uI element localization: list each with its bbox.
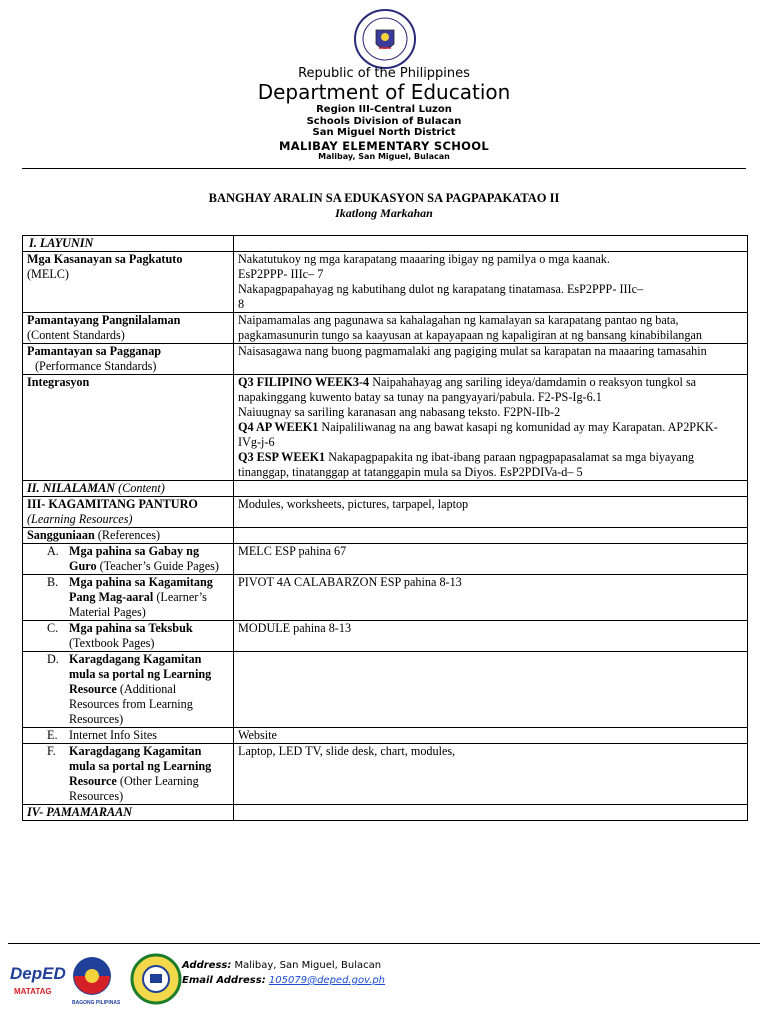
kasanayan-value-cell [234, 252, 748, 313]
kagamitan-head: III- KAGAMITANG PANTURO [27, 497, 198, 511]
kasanayan-line: Nakapagpapahayag ng kabutihang dulot ng karapatang tinatamasa. EsP2PPP- IIIc– [238, 282, 644, 296]
school-seal-icon [132, 955, 180, 1003]
content-standards-label-cell [23, 313, 234, 344]
nilalaman-head: II. NILALAMAN [27, 481, 116, 495]
integ-filipino-text2: Naiuugnay sa sariling karanasan ang nabasang teksto. F2PN-IIb-2 [238, 405, 561, 419]
sanggunian-head: Sangguniaan [27, 528, 95, 542]
reference-a-cell [23, 544, 234, 575]
address-value: Malibay, San Miguel, Bulacan [231, 960, 382, 971]
kagamitan-cell [23, 497, 234, 528]
performance-standards-value: Naisasagawa nang buong pagmamalaki ang pagiging mulat sa karapatan na maaaring tamasahin [234, 344, 748, 375]
reference-f-sub: (Other Learning Resources) [69, 774, 199, 803]
reference-d-value [234, 652, 748, 728]
performance-standards-label: Pamantayan sa Pagganap [27, 344, 162, 358]
integ-ap-head: Q4 AP WEEK1 [238, 420, 319, 434]
sanggunian-sub: (References) [94, 528, 161, 542]
empty-cell [234, 481, 748, 497]
kagamitan-value: Modules, worksheets, pictures, tarpapel, laptop [234, 497, 748, 528]
reference-f-cell [23, 744, 234, 805]
reference-d-sub: (Additional Resources from Learning Resources) [69, 682, 193, 726]
kagamitan-sub: (Learning Resources) [27, 512, 133, 526]
reference-a-value: MELC ESP pahina 67 [234, 544, 748, 575]
deped-tagline: MATATAG [14, 987, 52, 996]
school-name: MALIBAY ELEMENTARY SCHOOL [279, 139, 489, 153]
deped-logo-text: DepED [10, 964, 66, 983]
pamamaraan-head: IV- PAMAMARAAN [27, 805, 133, 819]
reference-a-sub: (Teacher’s Guide Pages) [96, 559, 219, 573]
kasanayan-sub: (MELC) [27, 267, 69, 281]
reference-e-head: Internet Info Sites [69, 728, 157, 742]
reference-d-letter: D. [47, 652, 59, 666]
republic-text: Republic of the Philippines [298, 66, 470, 81]
footer-logos [8, 952, 188, 1010]
reference-f-head: Karagdagang Kagamitan mula sa portal ng Learning Resource [69, 744, 212, 788]
reference-b-sub: (Learner’s Material Pages) [69, 590, 207, 619]
reference-a-letter: A. [47, 544, 59, 558]
table-row [23, 621, 748, 652]
reference-e-letter: E. [47, 728, 58, 742]
kasanayan-line: Nakatutukoy ng mga karapatang maaaring ibigay ng pamilya o mga kaanak. [238, 252, 610, 266]
reference-e-cell [23, 728, 234, 744]
department-title: Department of Education [257, 80, 511, 104]
table-row [23, 544, 748, 575]
document-title: BANGHAY ARALIN SA EDUKASYON SA PAGPAPAKATAO II [208, 191, 560, 205]
table-row [23, 313, 748, 344]
reference-a-head: Mga pahina sa Gabay ng Guro [69, 544, 200, 573]
reference-d-cell [23, 652, 234, 728]
sanggunian-cell [23, 528, 234, 544]
reference-f-letter: F. [47, 744, 56, 758]
deped-seal-icon [350, 8, 420, 70]
content-standards-value: Naipamamalas ang pagunawa sa kahalagahan ng kamalayan sa karapatang pantao ng bata, pagkamasunurin tungo sa kaayusan at kapayapaan ng kapaligiran at ng bansang kinabibilangan [234, 313, 748, 344]
district-text: San Miguel North District [312, 127, 456, 138]
header-divider [22, 168, 746, 169]
integ-filipino-text: Naipahahayag ang sariling ideya/damdamin o reaksyon tungkol sa napakinggang kuwento batay sa tunay na pangyayari/pabula. F2-PS-Ig-6.1 [238, 375, 697, 404]
reference-d-head: Karagdagang Kagamitan mula sa portal ng Learning Resource [69, 652, 212, 696]
kasanayan-label: Mga Kasanayan sa Pagkatuto [27, 252, 183, 266]
kasanayan-code: EsP2PPP- IIIc– 7 [238, 267, 324, 281]
performance-standards-label-cell [23, 344, 234, 375]
table-row [23, 528, 748, 544]
integ-esp-text: Nakapagpapakita ng ibat-ibang paraan ngpagpapasalamat sa mga biyayang tinanggap, tinatanggap at tatanggapin mula sa Diyos. EsP2PDIVa-d– 5 [238, 450, 695, 479]
reference-c-sub: (Textbook Pages) [69, 636, 155, 650]
table-row [23, 236, 748, 252]
reference-b-cell [23, 575, 234, 621]
table-row [23, 344, 748, 375]
region-text: Region III-Central Luzon [316, 104, 452, 115]
section-layunin: I. LAYUNIN [23, 236, 234, 252]
reference-c-cell [23, 621, 234, 652]
table-row [23, 252, 748, 313]
nilalaman-cell [23, 481, 234, 497]
pamamaraan-cell [23, 805, 234, 821]
table-row [23, 497, 748, 528]
content-standards-label: Pamantayang Pangnilalaman [27, 313, 181, 327]
content-standards-sub: (Content Standards) [27, 328, 125, 342]
nilalaman-sub: (Content) [115, 481, 165, 495]
integrasyon-value-cell [234, 375, 748, 481]
reference-c-value: MODULE pahina 8-13 [234, 621, 748, 652]
kasanayan-code: 8 [238, 297, 245, 311]
table-row [23, 728, 748, 744]
division-text: Schools Division of Bulacan [306, 116, 462, 127]
integ-filipino-head: Q3 FILIPINO WEEK3-4 [238, 375, 370, 389]
email-link[interactable]: 105079@deped.gov.ph [268, 975, 386, 986]
integ-esp-head: Q3 ESP WEEK1 [238, 450, 326, 464]
footer-contact [182, 958, 385, 988]
lesson-plan-table [22, 235, 748, 821]
integ-ap-text: Naipaliliwanag na ang bawat kasapi ng komunidad ay may Karapatan. AP2PKK- IVg-j-6 [238, 420, 718, 449]
reference-b-head: Mga pahina sa Kagamitang Pang Mag-aaral [69, 575, 213, 604]
table-row [23, 652, 748, 728]
address-label: Address: [182, 960, 232, 971]
table-row [23, 481, 748, 497]
bagong-pilipinas-text: BAGONG PILIPINAS [72, 1000, 121, 1006]
table-row [23, 744, 748, 805]
reference-f-value: Laptop, LED TV, slide desk, chart, modules, [234, 744, 748, 805]
document-subtitle: Ikatlong Markahan [335, 206, 433, 220]
kasanayan-label-cell [23, 252, 234, 313]
reference-c-letter: C. [47, 621, 59, 635]
performance-standards-sub: (Performance Standards) [35, 359, 157, 373]
footer-divider [8, 943, 760, 944]
email-label: Email Address: [182, 975, 266, 986]
deped-logo-icon [10, 964, 66, 996]
reference-e-value: Website [234, 728, 748, 744]
reference-b-letter: B. [47, 575, 59, 589]
integrasyon-label: Integrasyon [23, 375, 234, 481]
school-address: Malibay, San Miguel, Bulacan [318, 152, 450, 161]
table-row [23, 805, 748, 821]
bagong-pilipinas-icon [72, 957, 121, 1006]
empty-cell [234, 805, 748, 821]
empty-cell [234, 236, 748, 252]
table-row [23, 375, 748, 481]
empty-cell [234, 528, 748, 544]
table-row [23, 575, 748, 621]
reference-c-head: Mga pahina sa Teksbuk [69, 621, 193, 635]
reference-b-value: PIVOT 4A CALABARZON ESP pahina 8-13 [234, 575, 748, 621]
